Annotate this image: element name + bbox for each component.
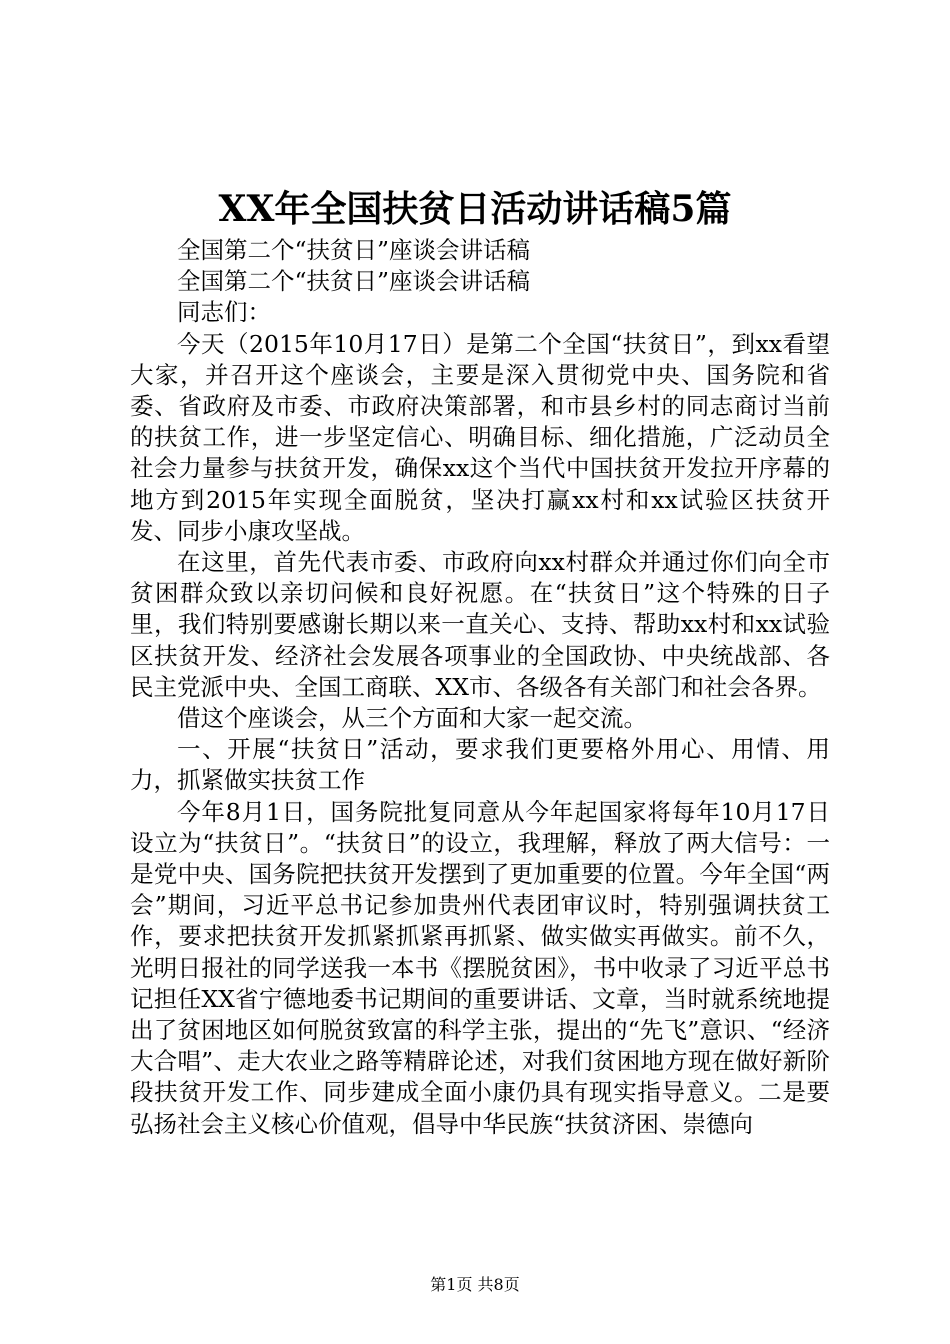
paragraph: 全国第二个“扶贫日”座谈会讲话稿 <box>177 236 531 264</box>
document-body <box>130 235 830 1140</box>
page-number-footer: 第1页 共8页 <box>430 1275 520 1294</box>
paragraph: 在这里，首先代表市委、市政府向xx村群众并通过你们向全市贫困群众致以亲切问候和良好祝愿。在“扶贫日”这个特殊的日子里，我们特别要感谢长期以来一直关心、支持、帮助xx村和xx试验区扶贫开发、经济社会发展各项事业的全国政协、中央统战部、各民主党派中央、全国工商联、XX市、各级各有关部门和社会各界。 <box>130 548 830 701</box>
paragraph: 一、开展“扶贫日”活动，要求我们更要格外用心、用情、用力，抓紧做实扶贫工作 <box>130 735 830 795</box>
paragraph: 今年8月1日，国务院批复同意从今年起国家将每年10月17日设立为“扶贫日”。“扶贫日”的设立，我理解，释放了两大信号：一是党中央、国务院把扶贫开发摆到了更加重要的位置。今年全国“两会”期间，习近平总书记参加贵州代表团审议时，特别强调扶贫工作，要求把扶贫开发抓紧抓紧再抓紧、做实做实再做实。前不久，光明日报社的同学送我一本书《摆脱贫困》，书中收录了习近平总书记担任XX省宁德地委书记期间的重要讲话、文章，当时就系统地提出了贫困地区如何脱贫致富的科学主张，提出的“先飞”意识、“经济大合唱”、走大农业之路等精辟论述，对我们贫困地方现在做好新阶段扶贫开发工作、同步建成全面小康仍具有现实指导意义。二是要弘扬社会主义核心价值观，倡导中华民族“扶贫济困、崇德向 <box>130 797 830 1138</box>
paragraph: 全国第二个“扶贫日”座谈会讲话稿 <box>177 267 531 296</box>
paragraph: 借这个座谈会，从三个方面和大家一起交流。 <box>177 704 647 733</box>
paragraph: 今天（2015年10月17日）是第二个全国“扶贫日”，到xx看望大家，并召开这个座谈会，主要是深入贯彻党中央、国务院和省委、省政府及市委、市政府决策部署，和市县乡村的同志商讨当前的扶贫工作，进一步坚定信心、明确目标、细化措施，广泛动员全社会力量参与扶贫开发，确保xx这个当代中国扶贫开发拉开序幕的地方到2015年实现全面脱贫，坚决打赢xx村和xx试验区扶贫开发、同步小康攻坚战。 <box>130 329 830 545</box>
paragraph: 同志们： <box>177 298 271 327</box>
document-title: XX年全国扶贫日活动讲话稿5篇 <box>218 188 732 230</box>
